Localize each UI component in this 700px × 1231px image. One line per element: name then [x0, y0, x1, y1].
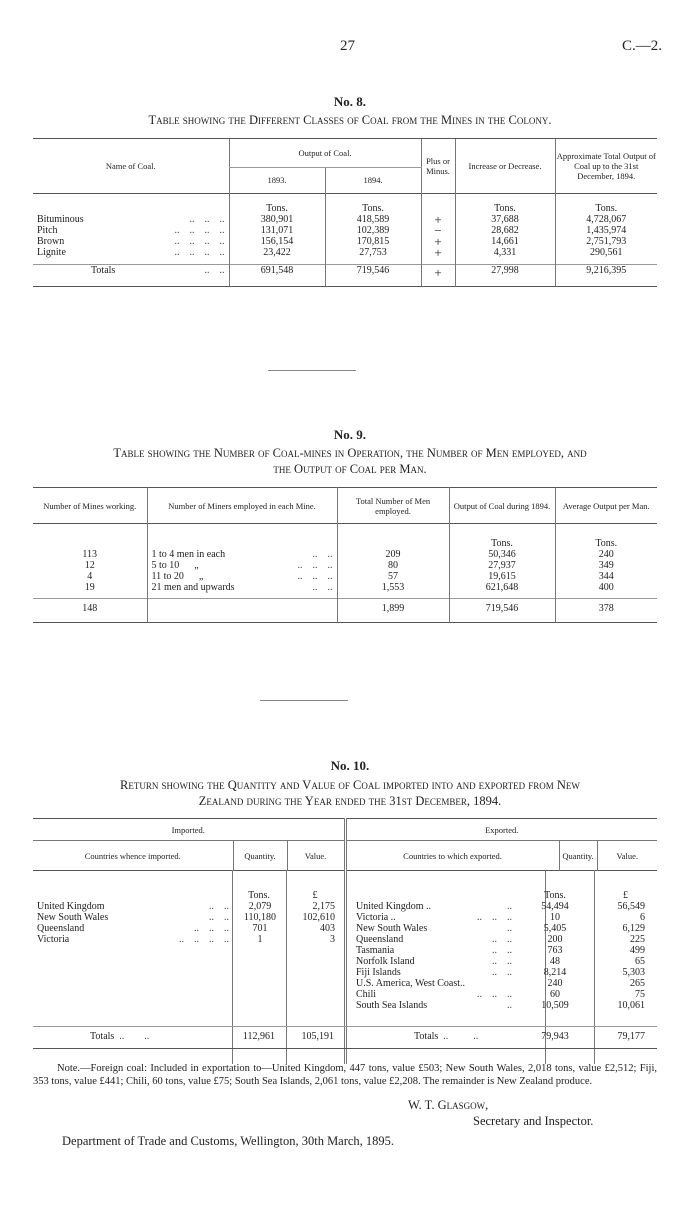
table-row: Pitch .. .. .. .. 131,071 102,389 − 28,682 1,435,974 [33, 225, 657, 236]
table-row: Chili .. .. .. 60 75 [356, 989, 645, 1000]
table-row: Queensland .. .. .. 701 403 [37, 923, 335, 934]
table-row: U.S. America, West Coast.. 240 265 [356, 978, 645, 989]
table-row: Brown .. .. .. .. 156,154 170,815 + 14,661 2,751,793 [33, 236, 657, 247]
table-9-number: No. 9. [333, 427, 367, 442]
t10-imp-totals-val: 105,191 [301, 1031, 334, 1042]
t9-h-miners: Number of Miners employed in each Mine. [147, 488, 337, 524]
table-row: 19 21 men and upwards .. .. 1,553 621,648 400 [33, 582, 657, 593]
t10-exp-totals-label: Totals .. .. [414, 1031, 479, 1042]
t10-h-exp-qty: Quantity. [559, 841, 597, 871]
t10-h-exported: Exported. [345, 819, 657, 841]
table-9-caption-line1: Table showing the Number of Coal-mines in Operation, the Number of Men employed, and [113, 446, 587, 460]
t10-imp-totals-label: Totals .. .. [90, 1031, 150, 1042]
t8-h-inc: Increase or Decrease. [455, 139, 555, 193]
footnote: Note.—Foreign coal: Included in exportation to—United Kingdom, 447 tons, value £503; New South Wales, 2,018 tons, value £2,512; Fiji, 353 tons, value £441; Chili, 60 tons, value £75; South Sea Islands, 2,061 tons, value £2,208. The remainder is New Zealand produce. [33, 1063, 657, 1087]
t10-export-rows [352, 901, 657, 1011]
table-10-number: No. 10. [330, 758, 370, 773]
table-row: Tasmania .. .. 763 499 [356, 945, 645, 956]
t9-h-mines: Number of Mines working. [43, 500, 137, 511]
table-row: 113 1 to 4 men in each .. .. 209 50,346 240 [33, 549, 657, 560]
page-number: 27 [340, 38, 355, 54]
table-10-caption-line2: Zealand during the Year ended the 31st December, 1894. [198, 794, 502, 808]
t8-h-name: Name of Coal. [105, 160, 156, 171]
t10-h-whence: Countries whence imported. [84, 850, 181, 861]
department-line: Department of Trade and Customs, Wellington, 30th March, 1895. [62, 1134, 395, 1148]
t8-h-1893: 1893. [229, 167, 325, 193]
signature-title: Secretary and Inspector. [473, 1114, 594, 1128]
t9-h-output: Output of Coal during 1894. [449, 488, 555, 524]
t10-h-exp-val: Value. [597, 841, 657, 871]
table-row: Victoria .. .. .. .. 1 3 [37, 934, 335, 945]
t9-h-men: Total Number of Men employed. [337, 488, 449, 524]
t10-h-to: Countries to which exported. [345, 841, 559, 871]
table-row: South Sea Islands .. 10,509 10,061 [356, 1000, 645, 1011]
table-row: Queensland .. .. 200 225 [356, 934, 645, 945]
table-row: 12 5 to 10 „ .. .. .. 80 27,937 349 [33, 560, 657, 571]
table-9-caption-line2: the Output of Coal per Man. [273, 462, 427, 476]
t8-h-1894: 1894. [325, 167, 421, 193]
t10-h-imp-qty: Quantity. [233, 841, 287, 871]
t8-h-total: Approximate Total Output of Coal up to the 31st December, 1894. [555, 139, 657, 193]
table-8-number: No. 8. [333, 94, 367, 109]
t9-h-avg: Average Output per Man. [555, 488, 657, 524]
page-reference: C.—2. [621, 38, 662, 54]
t8-h-plus: Plus or Minus. [421, 139, 455, 193]
t10-import-rows [33, 901, 345, 945]
table-row: United Kingdom .. .. 2,079 2,175 [37, 901, 335, 912]
table-row: United Kingdom .. .. 54,494 56,549 [356, 901, 645, 912]
table-row-totals: 148 1,899 719,546 378 [33, 599, 657, 623]
table-8: Name of Coal. Output of Coal. Plus or Minus. Increase or Decrease. Approximate Total Output of Coal up to the 31st December, 1894. 1893. 1894. Tons. Tons. Tons. Tons. Bituminous .. .. .. 380,901 418,589 + 37,688 4,728,067 Pitch .. .. .. .. 131,071 102,389 − 28,682 1,435,974 Brown .. .. .. .. 156,154 170,815 + 14,661 2,751,793 Lignite .. .. .. .. 23,422 27,753 + 4,331 290,561 Totals .. .. 691,548 719,546 + 27,998 9,216,395 [33, 139, 657, 287]
table-row: Fiji Islands .. .. 8,214 5,303 [356, 967, 645, 978]
t10-imports: Tons. £ [33, 870, 345, 1040]
table-row: Victoria .. .. .. .. 10 6 [356, 912, 645, 923]
signature-name: W. T. Glasgow, [408, 1098, 489, 1112]
t10-imp-totals-qty: 112,961 [242, 1031, 276, 1042]
t10-exp-totals-val: 79,177 [617, 1031, 645, 1042]
t10-h-imp-val: Value. [287, 841, 345, 871]
t10-h-imported: Imported. [171, 824, 205, 835]
t8-h-output: Output of Coal. [229, 139, 421, 167]
table-10-caption-line1: Return showing the Quantity and Value of Coal imported into and exported from New [120, 778, 580, 792]
table-row: Norfolk Island .. .. 48 65 [356, 956, 645, 967]
table-row: Bituminous .. .. .. 380,901 418,589 + 37,688 4,728,067 [33, 214, 657, 225]
table-row: Lignite .. .. .. .. 23,422 27,753 + 4,331 290,561 [33, 247, 657, 258]
table-row: New South Wales .. 5,405 6,129 [356, 923, 645, 934]
table-8-caption: Table showing the Different Classes of Coal from the Mines in the Colony. [148, 113, 552, 127]
table-9: Number of Mines working. Number of Miners employed in each Mine. Total Number of Men employed. Output of Coal during 1894. Average Output per Man. Tons. Tons. 113 1 to 4 men in each .. .. 209 50,346 240 12 5 to 10 „ .. .. .. 80 27,937 349 4 11 to 20 „ .. .. .. 57 19,615 344 19 21 men and upwards .. .. 1,553 621,648 400 148 1,899 719,546 378 [33, 487, 657, 623]
table-row-totals: Totals .. .. 691,548 719,546 + 27,998 9,216,395 [33, 264, 657, 286]
table-row: New South Wales .. .. 110,180 102,610 [37, 912, 335, 923]
t10-exp-totals-qty: 79,943 [541, 1031, 569, 1042]
table-row: 4 11 to 20 „ .. .. .. 57 19,615 344 [33, 571, 657, 582]
